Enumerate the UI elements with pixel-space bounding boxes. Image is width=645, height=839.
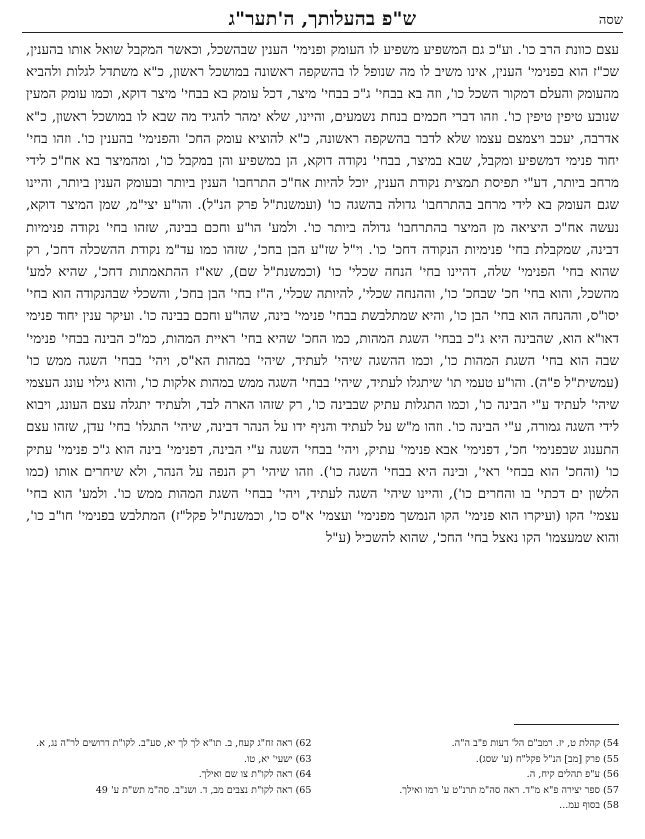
footnote: 58) בסוף עמ...: [559, 800, 619, 812]
footnote: 55) פרק [מב] הנ"ל פקל"ח (ע' שסג).: [475, 753, 619, 765]
footnotes-left-column: [26, 736, 312, 839]
footnotes: [26, 736, 619, 839]
footnote: 54) קהלת ט, יז. רמב"ם הל' דעות פ"ב ה"ה.: [451, 738, 619, 749]
footnote: 56) ע"פ תהלים קיח, ה.: [526, 769, 619, 781]
footnote-divider: [514, 724, 619, 725]
footnote: 57) ספר יצירה פ"א מ"ד. ראה סה"מ תרנ"ט ע' רמו ואילך.: [399, 784, 619, 796]
footnote: 65) ראה לקו"ת נצבים מב, ד. ושנ"ב. סה"מ תש"ת ע' 49: [95, 784, 312, 796]
page-header: [22, 6, 623, 33]
footnote: 62) ראה זח"ג קעח, ב. תו"א לך לך יא, סע"ב. לקו"ת דרושים לר"ה נג, א.: [36, 738, 312, 749]
main-text: [26, 40, 619, 551]
page-number: שסה: [598, 13, 623, 28]
body-paragraph: עצם כוונת הרב כו'. וע"כ גם המשפיע משפיע לו העומק ופנימי' הענין שבהשכל, וכאשר המקבל שואל אותו בהענין, שכ"ז הוא בפנימי' הענין, אינו משיב לו מה שנופל לו בהשקפה ראשונה במושכל ראשון, כ"א משתדל לגלות ולהביא מהעומק והעלם דמקור השכל כו', וזה בא בבחי' ג"כ בבחי' מיצר, דכל עומק בא בבחי' מיצר דוקא, וכמו עומק המעין שנובע טיפין טיפין כו'. וזהו דברי חכמים בנחת נשמעים, והיינו, שלא ימהר להגיד מה שבא לו במושכל ראשון, כ"א אדרבה, יעכב ויצמצם עצמו שלא לדבר בהשקפה ראשונה, כ"א להוציא עומק החכ' והפנימי' בהענין כו'. וזהו בחי' יחוד פנימי דמשפיע ומקבל, שבא במיצר, בבחי' נקודה דוקא, הן במשפיע והן במקבל כו', ומהמיצר בא אח"כ לידי מרחב ביותר, דע"י תפיסת תמצית נקודת הענין, יוכל להיות אח"כ התרחבו' הענין ביותר ובעומק הענין ביותר, והיינו שגם העומק בא לידי מרחב בהתרחבו' גדולה בהשגה כו' (ועמשנת"ל פרק הנ"ל). והו"ע יצי"מ, שמן המיצר דוקא, נעשה אח"כ היציאה מן המיצר בהתרחבו' גדולה ביותר כו'. ולמע' הו"ע וחכם בבינה, שזהו בחי' נקודה פנימיות דבינה, שמקבלת בחי' פנימיות הנקודה דחכ' כו'. וי"ל שז"ע הבן בחכ', שזהו כמו עד"מ נקודת ההשכלה דחכ', רק שהוא בחי' הפנימי' שלה, דהיינו בחי' הנחה שכלי' כו' (וכמשנת"ל שם), שא"ז ההתאמתות דחכ', שהיא למע' מהשכל, והוא בחי' חכ' שבחכ' כו', וההנחה שכלי', להיותה שכלי', ה"ז בחי' הבן בחכ', והשכלי שבהנקודה הוא בחי' יסו"ס, וההנחה הוא בחי' הבן כו', והיא שמתלבשת בבחי' פנימי' בינה, שהו"ע וחכם בבינה כו'. ועיקר ענין יחוד פנימי דאו"א הוא, שהבינה היא ג"כ בבחי' השגת המהות, כמו החכ' שהיא בחי' ראיית המהות, כמ"כ הבינה בבחי' פנימי' שבה הוא בחי' השגת המהות כו', וכמו ההשגה שיהי' לעתיד, שיהי' במהות הא"ס, ויהי' בבחי' השגה ממש כו' (עמשית"ל פ"ה). והו"ע טעמי תו' שיתגלו לעתיד, שיהי' בבחי' השגה ממש במהות אלקות כו', והוא גילוי עונג העצמי שיהי' לעתיד ע"י הבינה כו', וכמו התגלות עתיק שבבינה כו', רק שזהו הארה לבד, ולעתיד יתגלה עצם העונג, ויבוא לידי השגה גמורה, ע"י הבינה כו'. וזהו מ"ש על לעתיד והניף ידו על הנהר דבינה, שיהי' התגלו' בחי' עדן, שזהו עצם התענוג שבפנימי' חכ', דפנימי' אבא פנימי' עתיק, ויהי' בבחי' השגה ע"י הבינה, דפנימי' בינה הוא ג"כ פנימי' עתיק כו' (והחכ' הוא בבחי' ראי', ובינה היא בבחי' השגה כו'). וזהו שיהי' רק הנפה על הנהר, ולא שיחרים אותו (כמו הלשון ים דכתי' בו והחרים כו'), והיינו שיהי' השגה לעתיד, ויהי' בבחי' השגת המהות ממש כו'. ולמע' הוא בחי' עצמי' הקו (ועיקרו הוא פנימי' הקו הנמשך מפנימי' ועצמי' א"ס כו', וכמשנת"ל פקל"ז) המתלבש בפנימי' חו"ב כו', והוא שמעצמו' הקו נאצל בחי' החכ', שהוא להשכיל (ע"ל: [26, 43, 619, 547]
footnote: 63) ישעי' יא, טו.: [243, 753, 312, 765]
footnote: 64) ראה לקו"ת צו שם ואילך.: [198, 769, 312, 781]
running-head: ש"פ בהעלותך, ה'תער"ג: [228, 8, 417, 30]
footnotes-right-column: [334, 736, 620, 839]
